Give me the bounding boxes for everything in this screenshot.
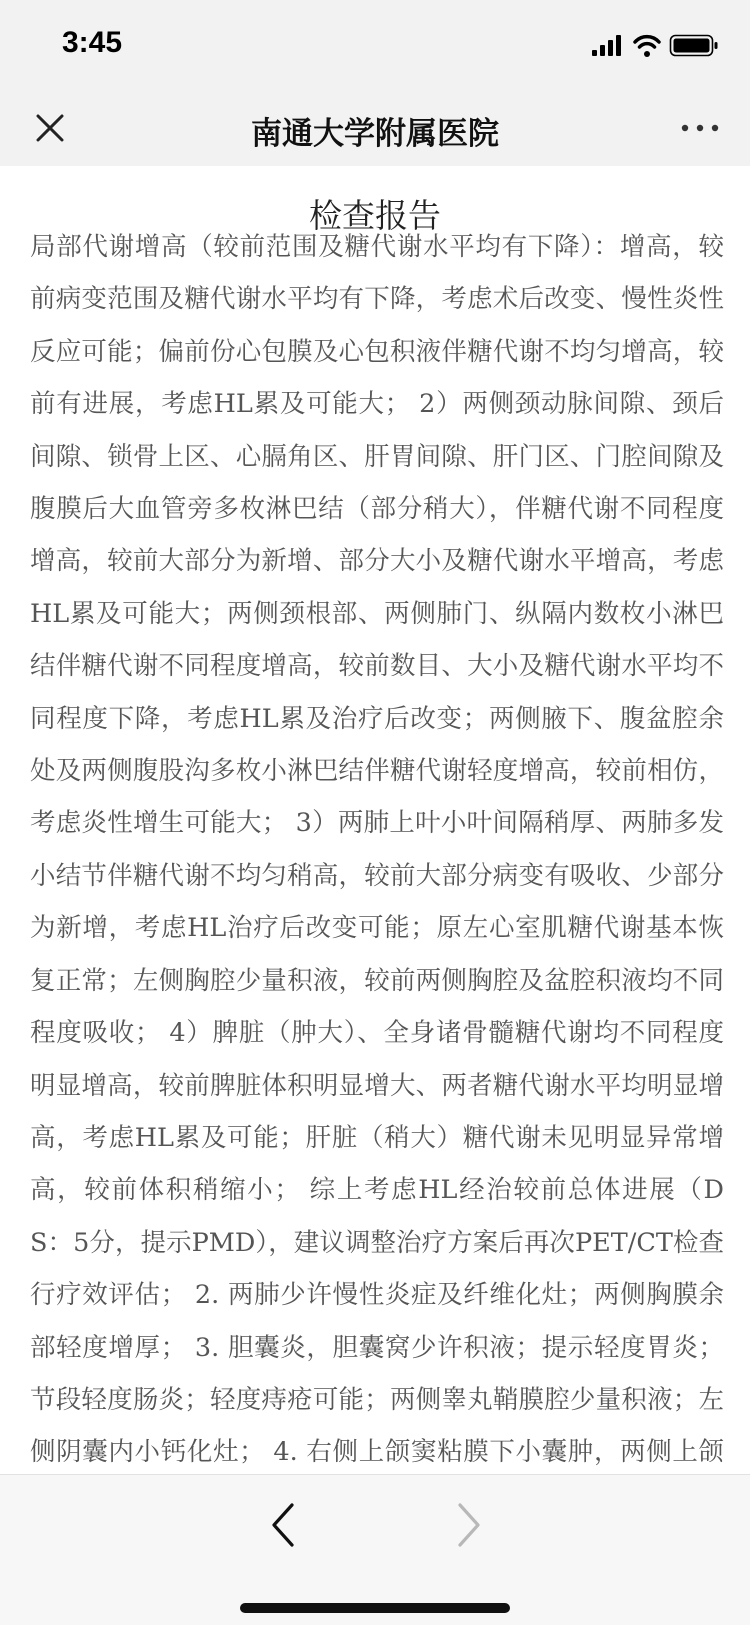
chevron-right-icon[interactable]: [446, 1497, 490, 1553]
report-text: 局部代谢增高（较前范围及糖代谢水平均有下降）：增高，较前病变范围及糖代谢水平均有下降，考虑术后改变、慢性炎性反应可能；偏前份心包膜及心包积液伴糖代谢不均匀增高，较前有进展，考虑HL累及可能大； 2）两侧颈动脉间隙、颈后间隙、锁骨上区、心膈角区、肝胃间隙、肝门区、门腔间隙及腹膜后大血管旁多枚淋巴结（部分稍大），伴糖代谢不同程度增高，较前大部分为新增、部分大小及糖代谢水平增高，考虑HL累及可能大；两侧颈根部、两侧肺门、纵隔内数枚小淋巴结伴糖代谢不同程度增高，较前数目、大小及糖代谢水平均不同程度下降，考虑HL累及治疗后改变；两侧腋下、腹盆腔余处及两侧腹股沟多枚小淋巴结伴糖代谢轻度增高，较前相仿，考虑炎性增生可能大； 3）两肺上叶小叶间隔稍厚、两肺多发小结节伴糖代谢不均匀稍高，较前大部分病变有吸收、少部分为新增，考虑HL治疗后改变可能；原左心室肌糖代谢基本恢复正常；左侧胸腔少量积液，较前两侧胸腔及盆腔积液均不同程度吸收； 4）脾脏（肿大）、全身诸骨髓糖代谢均不同程度明显增高，较前脾脏体积明显增大、两者糖代谢水平均明显增高，考虑HL累及可能；肝脏（稍大）糖代谢未见明显异常增高，较前体积稍缩小； 综上考虑HL经治较前总体进展（DS：5分，提示PMD），建议调整治疗方案后再次PET/CT检查行疗效评估； 2. 两肺少许慢性炎症及纤维化灶；两侧胸膜余部轻度增厚； 3. 胆囊炎，胆囊窝少许积液；提示轻度胃炎；节段轻度肠炎；轻度痔疮可能；两侧睾丸鞘膜腔少量积液；左侧阴囊内小钙化灶； 4. 右侧上颌窦粘膜下小囊肿，两侧上颌: [30, 232, 724, 1468]
battery-icon: [671, 36, 718, 56]
more-icon[interactable]: [680, 118, 720, 138]
nav-bar: [0, 90, 750, 166]
wifi-icon: [635, 37, 659, 57]
home-indicator[interactable]: [240, 1603, 510, 1613]
status-bar: [0, 0, 750, 90]
signal-icon: [592, 35, 621, 56]
nav-title: 南通大学附属医院: [251, 116, 499, 152]
status-icons: [592, 32, 720, 60]
status-time: 3:45: [62, 26, 123, 59]
report-content[interactable]: [0, 232, 750, 1474]
chevron-left-icon[interactable]: [262, 1497, 306, 1553]
page-title: 检查报告: [309, 196, 441, 235]
